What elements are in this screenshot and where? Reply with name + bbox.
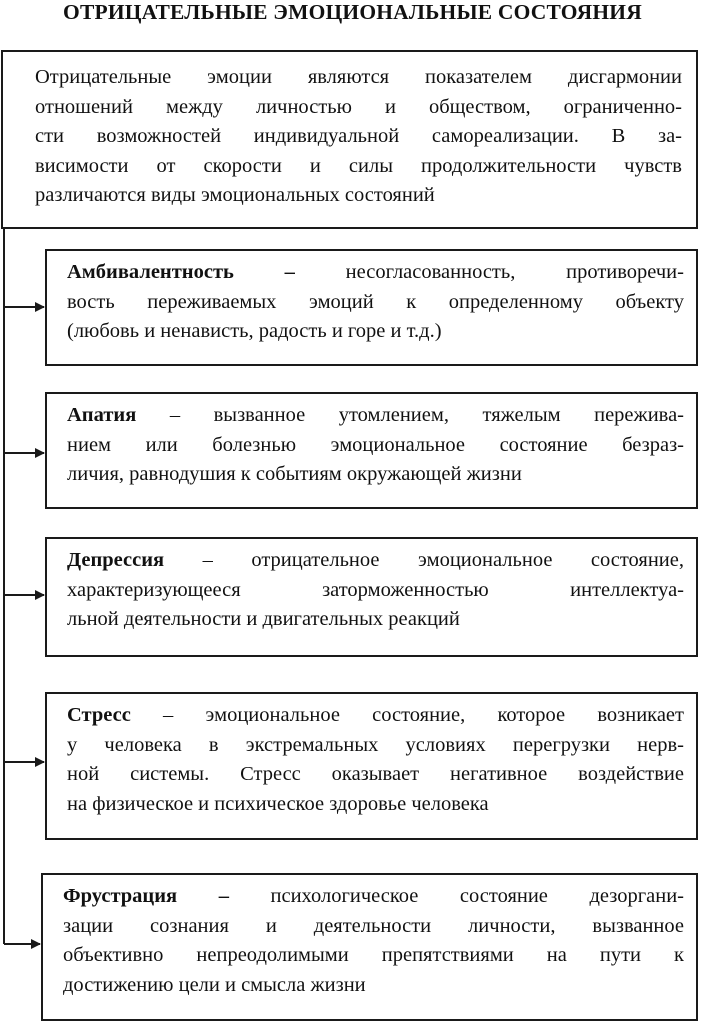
item-line: нием или болезнью эмоциональное состояние безраз- <box>67 433 684 456</box>
item-box-apathy <box>45 392 698 509</box>
item-first-line <box>67 701 684 731</box>
item-line: ной системы. Стресс оказывает негативное воздействие <box>67 763 684 785</box>
diagram-title: ОТРИЦАТЕЛЬНЫЕ ЭМОЦИОНАЛЬНЫЕ СОСТОЯНИЯ <box>63 0 642 24</box>
item-first-line <box>67 401 684 431</box>
item-line: личия, равнодушия к событиям окружающей жизни <box>67 463 522 485</box>
intro-line: различаются виды эмоциональных состояний <box>35 184 435 206</box>
item-term: Стресс <box>67 704 131 726</box>
item-line: вость переживаемых эмоций к определенному объекту <box>67 290 684 313</box>
item-line: характеризующееся заторможенностью интеллектуа- <box>67 578 684 601</box>
item-first-rest: – вызванное утомлением, тяжелым пережива- <box>136 404 684 426</box>
item-line: льной деятельности и двигательных реакций <box>67 608 460 630</box>
item-box-ambivalence <box>45 249 698 366</box>
item-first-line <box>67 258 684 288</box>
item-line: достижению цели и смысла жизни <box>63 973 366 996</box>
item-box-frustration <box>41 873 698 1021</box>
item-term: Фрустрация – <box>63 885 229 907</box>
item-line: на физическое и психическое здоровье человека <box>67 792 489 815</box>
item-first-rest: несогласованность, противоречи- <box>294 261 684 283</box>
item-term: Амбивалентность – <box>67 261 295 283</box>
item-line: (любовь и ненависть, радость и горе и т.д.) <box>67 320 442 342</box>
item-first-line <box>67 546 684 576</box>
item-box-stress <box>45 692 698 840</box>
item-term: Апатия <box>67 404 137 426</box>
item-line: объективно непреодолимыми препятствиями на пути к <box>63 944 684 966</box>
item-first-line <box>63 882 684 912</box>
item-first-rest: психологическое состояние дезоргани- <box>228 885 684 907</box>
item-line: у человека в экстремальных условиях перегрузки нерв- <box>67 733 684 756</box>
intro-line: Отрицательные эмоции являются показателем дисгармонии <box>35 66 682 88</box>
intro-line: отношений между личностью и обществом, ограниченно- <box>35 95 682 118</box>
intro-line: висимости от скорости и силы продолжительности чувств <box>35 154 682 177</box>
item-first-rest: – отрицательное эмоциональное состояние, <box>164 549 684 571</box>
item-line: зации сознания и деятельности личности, вызванное <box>63 914 684 937</box>
item-first-rest: – эмоциональное состояние, которое возникает <box>130 704 684 726</box>
item-term: Депрессия <box>67 549 165 571</box>
item-box-depression <box>45 537 698 657</box>
intro-line: сти возможностей индивидуальной самореализации. В за- <box>35 125 682 147</box>
